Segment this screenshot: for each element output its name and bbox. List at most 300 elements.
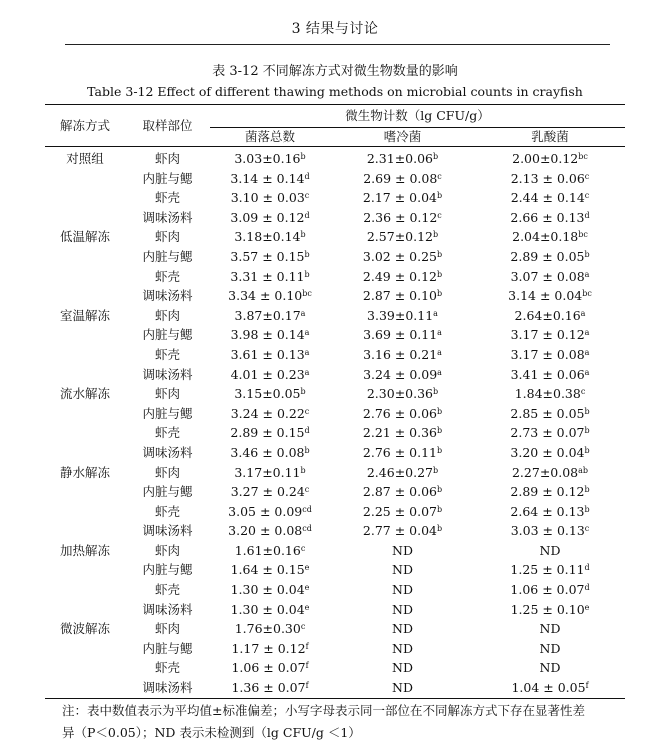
- significance-letter: b: [584, 426, 590, 436]
- cell-value: 3.61 ± 0.13: [230, 346, 305, 362]
- table-row: [45, 541, 625, 561]
- cell-psychrophiles: [330, 325, 475, 345]
- significance-letter: c: [584, 171, 590, 181]
- cell-method: [45, 678, 125, 698]
- cell-total-count: [210, 247, 330, 267]
- cell-value: 1.06 ± 0.07: [510, 582, 585, 598]
- significance-letter: b: [436, 249, 443, 259]
- cell-value: 2.27±0.08: [511, 464, 579, 480]
- cell-total-count: [210, 365, 330, 385]
- significance-letter: b: [436, 445, 443, 455]
- cell-part: 调味汤料: [142, 680, 193, 696]
- significance-letter: e: [584, 602, 590, 612]
- cell-value: 2.87 ± 0.10: [362, 288, 437, 304]
- significance-letter: ab: [578, 465, 589, 475]
- cell-lactic-acid-bacteria: [475, 286, 625, 306]
- microbial-counts-table: [45, 104, 625, 699]
- cell-part: 虾肉: [154, 229, 180, 245]
- table-row: [45, 463, 625, 483]
- cell-psychrophiles: [330, 560, 475, 580]
- cell-part: 虾壳: [154, 503, 180, 519]
- significance-letter: cd: [302, 524, 312, 534]
- cell-part: 虾肉: [154, 307, 180, 323]
- cell-total-count: [210, 208, 330, 228]
- significance-letter: a: [437, 367, 442, 377]
- cell-psychrophiles: [330, 600, 475, 620]
- cell-psychrophiles: [330, 482, 475, 502]
- cell-value: 2.76 ± 0.11: [362, 444, 437, 460]
- cell-value: 2.89 ± 0.05: [510, 248, 585, 264]
- cell-lactic-acid-bacteria: [475, 580, 625, 600]
- cell-value: 3.15±0.05: [234, 386, 301, 402]
- cell-part: 内脏与鳃: [142, 562, 193, 578]
- significance-letter: a: [584, 269, 590, 279]
- cell-total-count: [210, 384, 330, 404]
- cell-value: 3.20 ± 0.04: [510, 444, 585, 460]
- cell-method: [45, 247, 125, 267]
- significance-letter: b: [436, 485, 443, 495]
- cell-value: 3.18±0.14: [234, 229, 301, 245]
- cell-method: [45, 443, 125, 463]
- cell-method: 微波解冻: [59, 621, 110, 637]
- cell-total-count: [210, 560, 330, 580]
- significance-letter: bc: [578, 230, 588, 240]
- significance-letter: a: [304, 328, 310, 338]
- cell-value: 3.17 ± 0.12: [510, 327, 585, 343]
- cell-value: 3.27 ± 0.24: [230, 484, 305, 500]
- cell-value: ND: [392, 562, 413, 578]
- cell-lactic-acid-bacteria: [475, 600, 625, 620]
- significance-letter: a: [304, 347, 310, 357]
- cell-part: 虾肉: [154, 621, 180, 637]
- table-footnote: [62, 700, 622, 744]
- cell-total-count: [210, 639, 330, 659]
- cell-total-count: [210, 147, 330, 169]
- cell-method: [45, 560, 125, 580]
- cell-value: 1.25 ± 0.10: [510, 601, 585, 617]
- table-row: [45, 267, 625, 287]
- significance-letter: b: [304, 269, 310, 279]
- cell-psychrophiles: [330, 502, 475, 522]
- cell-part: 内脏与鳃: [142, 484, 193, 500]
- cell-lactic-acid-bacteria: [475, 188, 625, 208]
- cell-method: [45, 658, 125, 678]
- cell-total-count: [210, 658, 330, 678]
- cell-lactic-acid-bacteria: [475, 521, 625, 541]
- table-row: [45, 580, 625, 600]
- cell-value: 2.00±0.12: [512, 151, 579, 166]
- cell-method: [45, 169, 125, 189]
- cell-value: 3.46 ± 0.08: [230, 444, 305, 460]
- cell-value: 2.30±0.36: [366, 386, 433, 402]
- cell-method: [45, 208, 125, 228]
- cell-lactic-acid-bacteria: [475, 423, 625, 443]
- significance-letter: cd: [302, 504, 312, 514]
- significance-letter: a: [584, 347, 590, 357]
- cell-value: 2.66 ± 0.13: [510, 209, 585, 225]
- col-header-total-count: 菌落总数: [210, 128, 330, 147]
- table-row: [45, 502, 625, 522]
- cell-value: 3.20 ± 0.08: [228, 523, 303, 539]
- table-row: [45, 658, 625, 678]
- significance-letter: c: [584, 191, 590, 201]
- significance-letter: bc: [302, 289, 312, 299]
- cell-part: 虾壳: [154, 425, 180, 441]
- cell-part: 虾壳: [154, 268, 180, 284]
- cell-method: 流水解冻: [59, 386, 110, 402]
- significance-letter: a: [580, 308, 586, 318]
- cell-value: 2.77 ± 0.04: [362, 523, 437, 539]
- cell-value: 4.01 ± 0.23: [230, 366, 305, 382]
- cell-value: 2.85 ± 0.05: [510, 405, 585, 421]
- table-row: [45, 247, 625, 267]
- table-row: [45, 306, 625, 326]
- cell-total-count: [210, 169, 330, 189]
- cell-value: 2.21 ± 0.36: [362, 425, 437, 441]
- cell-total-count: [210, 463, 330, 483]
- cell-lactic-acid-bacteria: [475, 227, 625, 247]
- cell-psychrophiles: [330, 658, 475, 678]
- header-rule: [65, 44, 610, 45]
- cell-method: 室温解冻: [59, 307, 110, 323]
- cell-value: ND: [392, 582, 413, 598]
- cell-total-count: [210, 188, 330, 208]
- page-header-title: 3 结果与讨论: [291, 21, 379, 37]
- cell-method: [45, 188, 125, 208]
- cell-psychrophiles: [330, 147, 475, 169]
- table-row: [45, 286, 625, 306]
- col-header-psychrophiles: 嗜冷菌: [330, 128, 475, 147]
- significance-letter: b: [436, 524, 443, 534]
- cell-value: 3.24 ± 0.09: [363, 366, 438, 382]
- cell-psychrophiles: [330, 247, 475, 267]
- significance-letter: f: [305, 661, 309, 671]
- cell-value: 1.36 ± 0.07: [231, 680, 306, 696]
- significance-letter: b: [584, 445, 590, 455]
- cell-lactic-acid-bacteria: [475, 306, 625, 326]
- cell-method: [45, 365, 125, 385]
- cell-value: ND: [392, 640, 413, 656]
- table-row: [45, 208, 625, 228]
- cell-value: 3.09 ± 0.12: [230, 209, 305, 225]
- cell-method: [45, 521, 125, 541]
- cell-lactic-acid-bacteria: [475, 443, 625, 463]
- cell-lactic-acid-bacteria: [475, 208, 625, 228]
- significance-letter: e: [304, 602, 310, 612]
- cell-lactic-acid-bacteria: [475, 502, 625, 522]
- cell-value: ND: [539, 542, 561, 558]
- cell-total-count: [210, 619, 330, 639]
- table-row: [45, 600, 625, 620]
- table-row: [45, 384, 625, 404]
- significance-letter: bc: [578, 152, 588, 161]
- cell-value: 2.64±0.16: [514, 307, 581, 323]
- cell-method: [45, 267, 125, 287]
- cell-part: 虾壳: [154, 660, 180, 676]
- cell-value: 2.31±0.06: [366, 151, 433, 166]
- cell-psychrophiles: [330, 678, 475, 698]
- significance-letter: e: [304, 583, 310, 593]
- cell-part: 调味汤料: [142, 288, 193, 304]
- cell-value: 2.36 ± 0.12: [363, 209, 438, 225]
- significance-letter: e: [304, 563, 310, 573]
- col-header-lactic-acid-bacteria: 乳酸菌: [475, 128, 625, 147]
- col-header-method: 解冻方式: [45, 105, 125, 147]
- cell-value: 3.98 ± 0.14: [230, 327, 305, 343]
- cell-lactic-acid-bacteria: [475, 247, 625, 267]
- cell-value: ND: [392, 621, 413, 637]
- significance-letter: a: [300, 308, 306, 318]
- cell-value: 3.87±0.17: [234, 307, 301, 323]
- cell-value: ND: [539, 660, 561, 676]
- cell-lactic-acid-bacteria: [475, 169, 625, 189]
- cell-psychrophiles: [330, 169, 475, 189]
- cell-value: 1.30 ± 0.04: [230, 601, 305, 617]
- table-caption-cn: 表 3-12 不同解冻方式对微生物数量的影响: [212, 64, 458, 79]
- cell-value: 2.44 ± 0.14: [510, 190, 585, 206]
- cell-part: 内脏与鳃: [142, 248, 193, 264]
- significance-letter: b: [304, 445, 310, 455]
- significance-letter: c: [300, 543, 306, 553]
- significance-letter: b: [436, 289, 443, 299]
- cell-lactic-acid-bacteria: [475, 560, 625, 580]
- cell-total-count: [210, 502, 330, 522]
- cell-lactic-acid-bacteria: [475, 147, 625, 169]
- cell-part: 调味汤料: [142, 366, 193, 382]
- cell-total-count: [210, 345, 330, 365]
- significance-letter: d: [304, 426, 310, 436]
- cell-psychrophiles: [330, 404, 475, 424]
- cell-method: [45, 423, 125, 443]
- significance-letter: f: [305, 641, 309, 651]
- significance-letter: a: [437, 328, 442, 338]
- cell-value: 3.57 ± 0.15: [230, 248, 305, 264]
- cell-lactic-acid-bacteria: [475, 365, 625, 385]
- significance-letter: b: [304, 249, 310, 259]
- cell-lactic-acid-bacteria: [475, 384, 625, 404]
- significance-letter: b: [433, 152, 439, 161]
- cell-psychrophiles: [330, 227, 475, 247]
- significance-letter: b: [300, 465, 306, 475]
- cell-part: 调味汤料: [142, 444, 193, 460]
- cell-value: 2.17 ± 0.04: [362, 190, 437, 206]
- data-table: [45, 104, 625, 699]
- footnote-line-2: 异（P＜0.05）；ND 表示未检测到（lg CFU/g ＜1）: [62, 725, 361, 740]
- cell-psychrophiles: [330, 443, 475, 463]
- cell-method: [45, 502, 125, 522]
- cell-total-count: [210, 678, 330, 698]
- significance-letter: a: [584, 328, 590, 338]
- cell-value: ND: [392, 680, 413, 696]
- table-row: [45, 188, 625, 208]
- table-row: [45, 147, 625, 169]
- cell-lactic-acid-bacteria: [475, 541, 625, 561]
- table-row: [45, 345, 625, 365]
- table-row: [45, 639, 625, 659]
- table-row: [45, 482, 625, 502]
- cell-total-count: [210, 404, 330, 424]
- cell-method: 对照组: [66, 151, 104, 166]
- cell-value: 2.69 ± 0.08: [363, 170, 438, 186]
- cell-value: 2.13 ± 0.06: [510, 170, 585, 186]
- cell-value: 2.89 ± 0.15: [230, 425, 305, 441]
- cell-method: 加热解冻: [59, 542, 110, 558]
- cell-total-count: [210, 521, 330, 541]
- cell-psychrophiles: [330, 188, 475, 208]
- cell-value: 1.25 ± 0.11: [510, 562, 585, 578]
- cell-value: ND: [539, 640, 561, 656]
- cell-value: 3.17±0.11: [234, 464, 301, 480]
- significance-letter: c: [580, 387, 586, 397]
- cell-method: [45, 639, 125, 659]
- col-header-part: 取样部位: [125, 105, 210, 147]
- significance-letter: c: [300, 622, 306, 632]
- cell-value: 1.61±0.16: [234, 542, 301, 558]
- cell-lactic-acid-bacteria: [475, 463, 625, 483]
- cell-psychrophiles: [330, 463, 475, 483]
- cell-total-count: [210, 227, 330, 247]
- cell-value: 1.17 ± 0.12: [231, 640, 306, 656]
- cell-value: 3.39±0.11: [367, 307, 434, 323]
- cell-method: [45, 345, 125, 365]
- cell-psychrophiles: [330, 208, 475, 228]
- table-row: [45, 560, 625, 580]
- significance-letter: c: [437, 210, 442, 220]
- significance-letter: a: [433, 308, 438, 318]
- cell-method: [45, 404, 125, 424]
- cell-psychrophiles: [330, 639, 475, 659]
- cell-part: 虾壳: [154, 190, 180, 206]
- cell-part: 虾肉: [154, 464, 180, 480]
- cell-lactic-acid-bacteria: [475, 619, 625, 639]
- cell-part: 虾壳: [154, 582, 180, 598]
- table-row: [45, 325, 625, 345]
- cell-lactic-acid-bacteria: [475, 267, 625, 287]
- table-row: [45, 227, 625, 247]
- cell-part: 内脏与鳃: [142, 405, 193, 421]
- significance-letter: a: [584, 367, 590, 377]
- cell-part: 虾肉: [154, 151, 180, 166]
- table-row: [45, 521, 625, 541]
- cell-psychrophiles: [330, 286, 475, 306]
- cell-psychrophiles: [330, 306, 475, 326]
- significance-letter: b: [436, 426, 443, 436]
- significance-letter: b: [436, 504, 443, 514]
- cell-value: 1.76±0.30: [234, 621, 301, 637]
- cell-method: [45, 325, 125, 345]
- significance-letter: d: [304, 171, 310, 181]
- cell-total-count: [210, 482, 330, 502]
- significance-letter: c: [584, 524, 590, 534]
- significance-letter: c: [304, 191, 310, 201]
- significance-letter: d: [584, 583, 590, 593]
- cell-value: 2.46±0.27: [366, 464, 433, 480]
- significance-letter: b: [300, 387, 306, 397]
- cell-value: 3.05 ± 0.09: [228, 503, 303, 519]
- cell-lactic-acid-bacteria: [475, 678, 625, 698]
- significance-letter: b: [433, 230, 439, 240]
- significance-letter: b: [584, 249, 590, 259]
- cell-total-count: [210, 306, 330, 326]
- cell-psychrophiles: [330, 345, 475, 365]
- cell-total-count: [210, 423, 330, 443]
- cell-value: 2.25 ± 0.07: [362, 503, 437, 519]
- significance-letter: b: [300, 230, 306, 240]
- cell-value: 3.14 ± 0.14: [230, 170, 305, 186]
- cell-lactic-acid-bacteria: [475, 658, 625, 678]
- significance-letter: b: [300, 152, 306, 161]
- significance-letter: bc: [582, 289, 592, 299]
- cell-total-count: [210, 541, 330, 561]
- cell-value: 2.04±0.18: [512, 229, 579, 245]
- table-row: [45, 404, 625, 424]
- cell-value: 2.89 ± 0.12: [510, 484, 585, 500]
- significance-letter: b: [436, 269, 443, 279]
- cell-part: 虾肉: [154, 542, 180, 558]
- significance-letter: d: [304, 210, 310, 220]
- cell-value: 3.07 ± 0.08: [510, 268, 585, 284]
- cell-part: 调味汤料: [142, 601, 193, 617]
- cell-part: 内脏与鳃: [142, 640, 193, 656]
- cell-part: 内脏与鳃: [142, 170, 193, 186]
- cell-psychrophiles: [330, 580, 475, 600]
- cell-lactic-acid-bacteria: [475, 482, 625, 502]
- significance-letter: c: [304, 485, 310, 495]
- cell-value: ND: [392, 601, 413, 617]
- cell-value: 3.02 ± 0.25: [362, 248, 437, 264]
- table-row: [45, 678, 625, 698]
- significance-letter: c: [304, 406, 310, 416]
- cell-value: 1.30 ± 0.04: [230, 582, 305, 598]
- cell-lactic-acid-bacteria: [475, 639, 625, 659]
- significance-letter: d: [584, 563, 590, 573]
- cell-lactic-acid-bacteria: [475, 325, 625, 345]
- cell-method: [45, 286, 125, 306]
- cell-value: 2.49 ± 0.12: [362, 268, 437, 284]
- cell-method: [45, 482, 125, 502]
- significance-letter: a: [304, 367, 310, 377]
- cell-total-count: [210, 600, 330, 620]
- cell-value: 3.16 ± 0.21: [363, 346, 438, 362]
- cell-psychrophiles: [330, 267, 475, 287]
- cell-value: 1.06 ± 0.07: [231, 660, 306, 676]
- cell-value: 3.10 ± 0.03: [230, 190, 305, 206]
- cell-value: 2.73 ± 0.07: [510, 425, 585, 441]
- cell-value: ND: [539, 621, 561, 637]
- col-header-group: 微生物计数（lg CFU/g）: [210, 105, 625, 128]
- cell-value: 3.17 ± 0.08: [510, 346, 585, 362]
- significance-letter: f: [585, 681, 589, 691]
- cell-total-count: [210, 580, 330, 600]
- cell-value: 2.64 ± 0.13: [510, 503, 585, 519]
- table-body: [45, 147, 625, 699]
- table-caption-en: Table 3-12 Effect of different thawing methods on microbial counts in crayfish: [87, 84, 583, 99]
- cell-value: 3.03±0.16: [234, 151, 301, 166]
- cell-part: 调味汤料: [142, 523, 193, 539]
- cell-total-count: [210, 286, 330, 306]
- cell-psychrophiles: [330, 521, 475, 541]
- cell-value: 1.84±0.38: [514, 386, 581, 402]
- significance-letter: f: [305, 681, 309, 691]
- table-row: [45, 169, 625, 189]
- cell-value: 3.03 ± 0.13: [510, 523, 585, 539]
- cell-value: 2.76 ± 0.06: [362, 405, 437, 421]
- cell-value: 2.57±0.12: [366, 229, 433, 245]
- cell-value: ND: [392, 660, 413, 676]
- cell-total-count: [210, 267, 330, 287]
- significance-letter: c: [437, 171, 442, 181]
- cell-part: 内脏与鳃: [142, 327, 193, 343]
